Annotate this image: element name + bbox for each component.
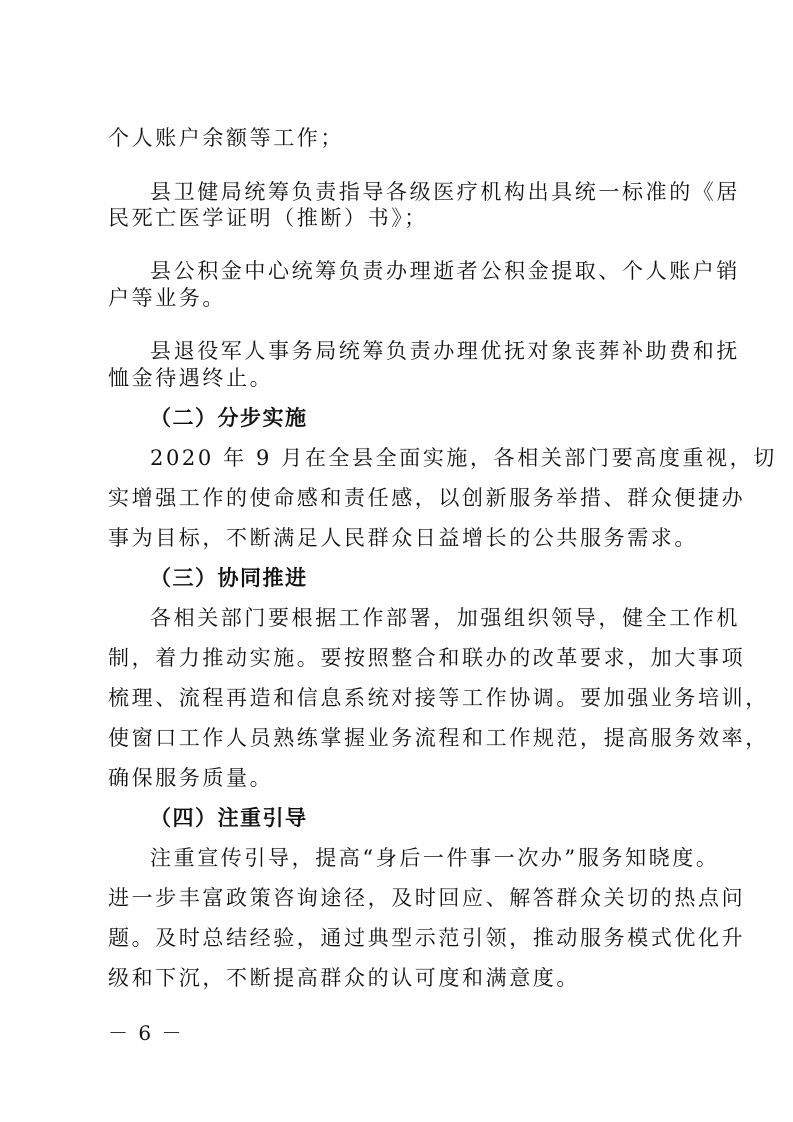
body-text-line: 注重宣传引导，提高“身后一件事一次办”服务知晓度。	[150, 846, 720, 870]
body-text-line: 进一步丰富政策咨询途径，及时回应、解答群众关切的热点问	[108, 886, 746, 910]
body-text-line: 题。及时总结经验，通过典型示范引领，推动服务模式优化升	[108, 926, 746, 950]
body-text-line: 实增强工作的使命感和责任感，以创新服务举措、群众便捷办	[108, 486, 746, 510]
body-text-line: 梳理、流程再造和信息系统对接等工作协调。要加强业务培训，	[108, 686, 769, 710]
body-text-line: 县退役军人事务局统筹负责办理优抚对象丧葬补助费和抚	[150, 339, 740, 363]
page-number: － 6 －	[108, 1021, 184, 1045]
body-text-line: 2020 年 9 月在全县全面实施，各相关部门要高度重视，切	[150, 446, 777, 470]
section-heading: （三）协同推进	[150, 566, 308, 590]
body-text-line: 事为目标，不断满足人民群众日益增长的公共服务需求。	[108, 526, 698, 550]
body-text-line: 各相关部门要根据工作部署，加强组织领导，健全工作机	[150, 606, 740, 630]
body-text-line: 县公积金中心统筹负责办理逝者公积金提取、个人账户销	[150, 259, 740, 283]
body-text-line: 制，着力推动实施。要按照整合和联办的改革要求，加大事项	[108, 646, 746, 670]
body-text-line: 使窗口工作人员熟练掌握业务流程和工作规范，提高服务效率，	[108, 726, 769, 750]
body-text-line: 户等业务。	[108, 286, 226, 310]
body-text-line: 县卫健局统筹负责指导各级医疗机构出具统一标准的《居	[150, 180, 740, 204]
body-text-line: 级和下沉，不断提高群众的认可度和满意度。	[108, 966, 580, 990]
body-text-line: 个人账户余额等工作；	[108, 126, 344, 150]
body-text-line: 确保服务质量。	[108, 766, 274, 790]
body-text-line: 恤金待遇终止。	[108, 366, 274, 390]
body-text-line: 民死亡医学证明（推断）书》；	[108, 206, 428, 230]
section-heading: （四）注重引导	[150, 806, 308, 830]
section-heading: （二）分步实施	[150, 406, 308, 430]
